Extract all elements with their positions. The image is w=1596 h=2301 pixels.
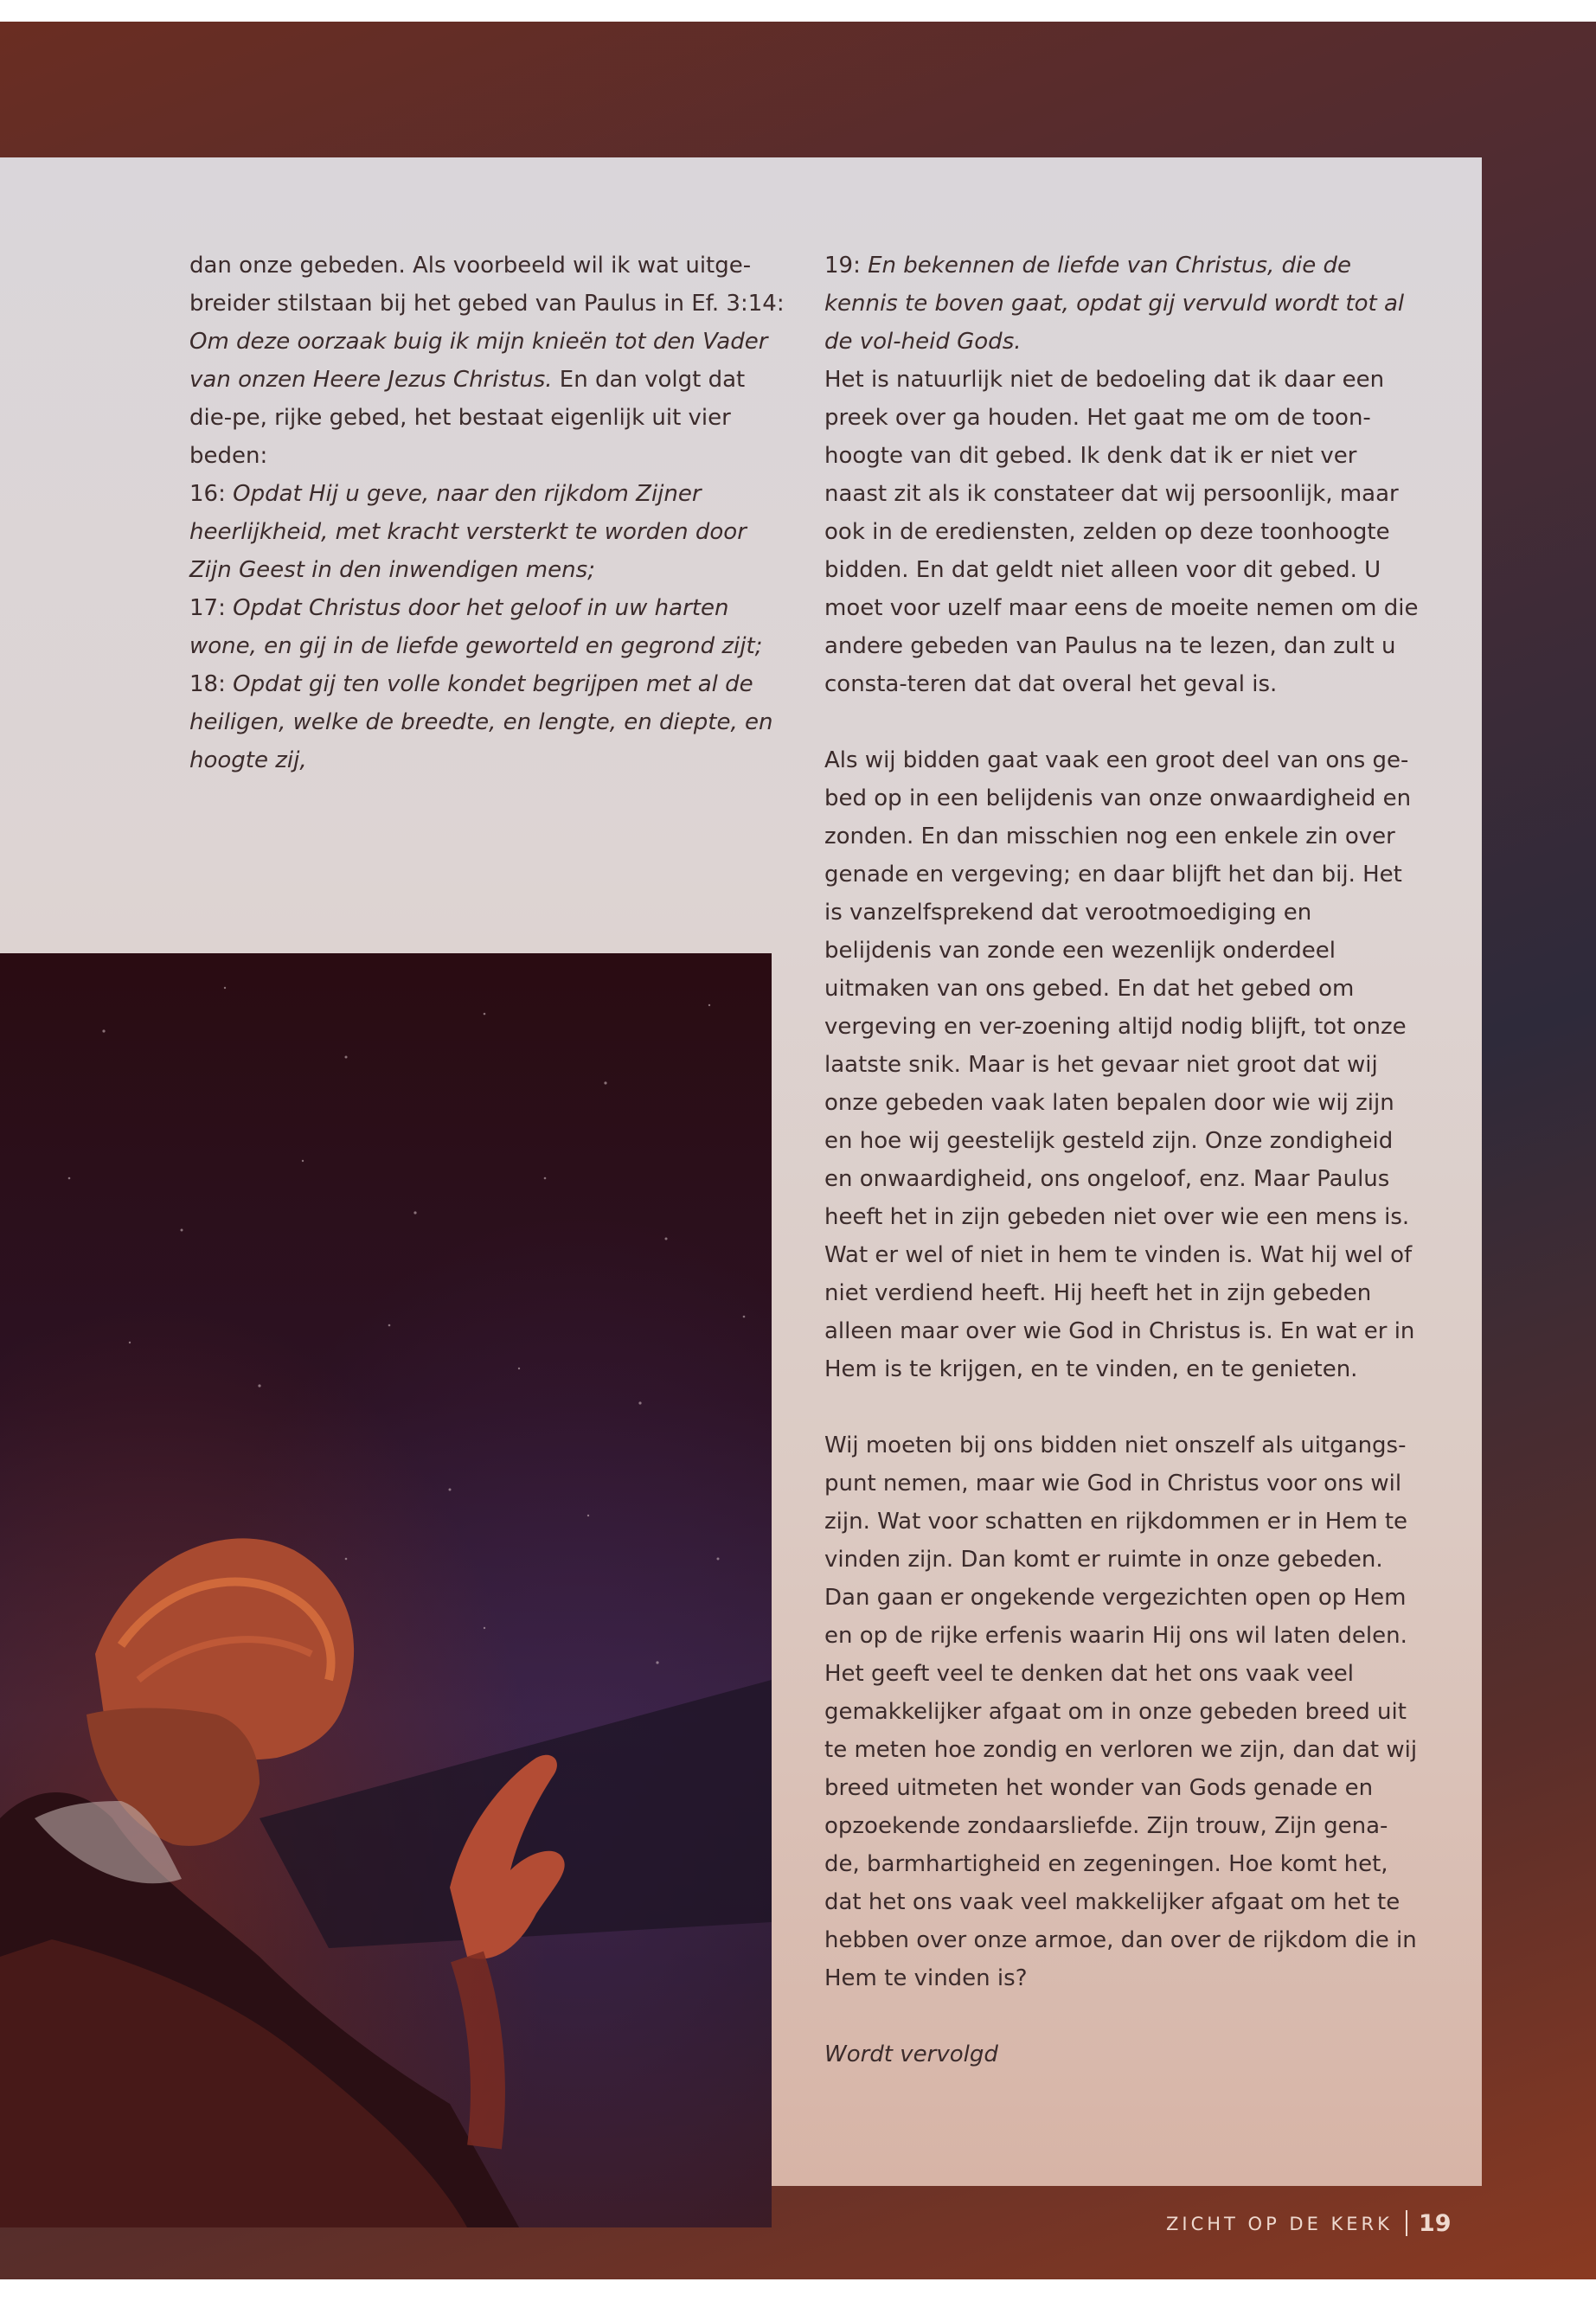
paragraph-3: Als wij bidden gaat vaak een groot deel van ons ge-bed op in een belijdenis van onze onwaardigheid en zonden. En dan misschien nog een enkele zin over genade en vergeving; en daar blijft het dan bij. Het is vanzelfsprekend dat verootmoediging en belijdenis van zonde een wezenlijk onderdeel uitmaken van ons gebed. En dat het gebed om vergeving en ver-zoening altijd nodig blijft, tot onze laatste snik. Maar is het gevaar niet groot dat wij onze gebeden vaak laten bepalen door wie wij zijn en hoe wij geestelijk gesteld zijn. Onze zondigheid en onwaardigheid, ons ongeloof, enz. Maar Paulus heeft het in zijn gebeden niet over wie een mens is. Wat er wel of niet in hem te vinden is. Wat hij wel of niet verdiend heeft. Hij heeft het in zijn gebeden alleen maar over wie God in Christus is. En wat er in Hem is te krijgen, en te vinden, en te genieten.: [824, 747, 1415, 1382]
verse-number: 16:: [189, 481, 234, 507]
footer-divider: [1406, 2210, 1407, 2236]
right-column: [824, 247, 1421, 2073]
page-background: [0, 22, 1596, 2279]
closing-note: Wordt vervolgd: [824, 2041, 998, 2067]
verse-number: 19:: [824, 253, 869, 279]
verse-text: Opdat Hij u geve, naar den rijkdom Zijner heerlijkheid, met kracht versterkt te worden door Zijn Geest in den inwendigen mens;: [189, 481, 747, 583]
paragraph-4: Wij moeten bij ons bidden niet onszelf als uitgangs-punt nemen, maar wie God in Christus voor ons wil zijn. Wat voor schatten en rijkdommen er in Hem te vinden zijn. Dan komt er ruimte in onze gebeden. Dan gaan er ongekende vergezichten open op Hem en op de rijke erfenis waarin Hij ons wil laten delen. Het geeft veel te denken dat het ons vaak veel gemakkelijker afgaat om in onze gebeden breed uit te meten hoe zondig en verloren we zijn, dan dat wij breed uitmeten het wonder van Gods genade en opzoekende zondaarsliefde. Zijn trouw, Zijn gena-de, barmhartigheid en zegeningen. Hoe komt het, dat het ons vaak veel makkelijker afgaat om het te hebben over onze armoe, dan over de rijkdom die in Hem te vinden is?: [824, 1433, 1418, 1991]
verse-16: [189, 475, 786, 589]
verse-18: [189, 665, 786, 779]
verse-number: 17:: [189, 595, 234, 621]
verse-text: Opdat Christus door het geloof in uw harten wone, en gij in de liefde geworteld en gegrond zijt;: [189, 595, 763, 659]
article-panel: [0, 157, 1482, 2186]
verse-number: 18:: [189, 671, 234, 697]
intro-continuation: En dan volgt dat die-pe, rijke gebed, het bestaat eigenlijk uit vier beden:: [189, 367, 746, 469]
illustration-svg: [0, 953, 772, 2227]
praying-man-illustration: [0, 953, 772, 2227]
verse-19: [824, 247, 1421, 361]
left-column: [189, 247, 786, 779]
publication-title: ZICHT OP DE KERK: [1166, 2214, 1393, 2234]
intro-text: dan onze gebeden. Als voorbeeld wil ik wat uitge-breider stilstaan bij het gebed van Paulus in Ef. 3:14:: [189, 253, 785, 317]
verse-text: En bekennen de liefde van Christus, die de kennis te boven gaat, opdat gij vervuld wordt tot al de vol-heid Gods.: [824, 253, 1405, 355]
paragraph-intro: [189, 247, 786, 475]
verse-17: [189, 589, 786, 665]
paragraph-2: Het is natuurlijk niet de bedoeling dat ik daar een preek over ga houden. Het gaat me om de toon-hoogte van dit gebed. Ik denk dat ik er niet ver naast zit als ik constateer dat wij persoonlijk, maar ook in de erediensten, zelden op deze toonhoogte bidden. En dat geldt niet alleen voor dit gebed. U moet voor uzelf maar eens de moeite nemen om die andere gebeden van Paulus na te lezen, dan zult u consta-teren dat dat overal het geval is.: [824, 367, 1419, 697]
scripture-quote: Om deze oorzaak buig ik mijn knieën tot den Vader van onzen Heere Jezus Christus.: [189, 329, 768, 393]
verse-text: Opdat gij ten volle kondet begrijpen met al de heiligen, welke de breedte, en lengte, en diepte, en hoogte zij,: [189, 671, 773, 773]
page-number: 19: [1419, 2210, 1452, 2237]
